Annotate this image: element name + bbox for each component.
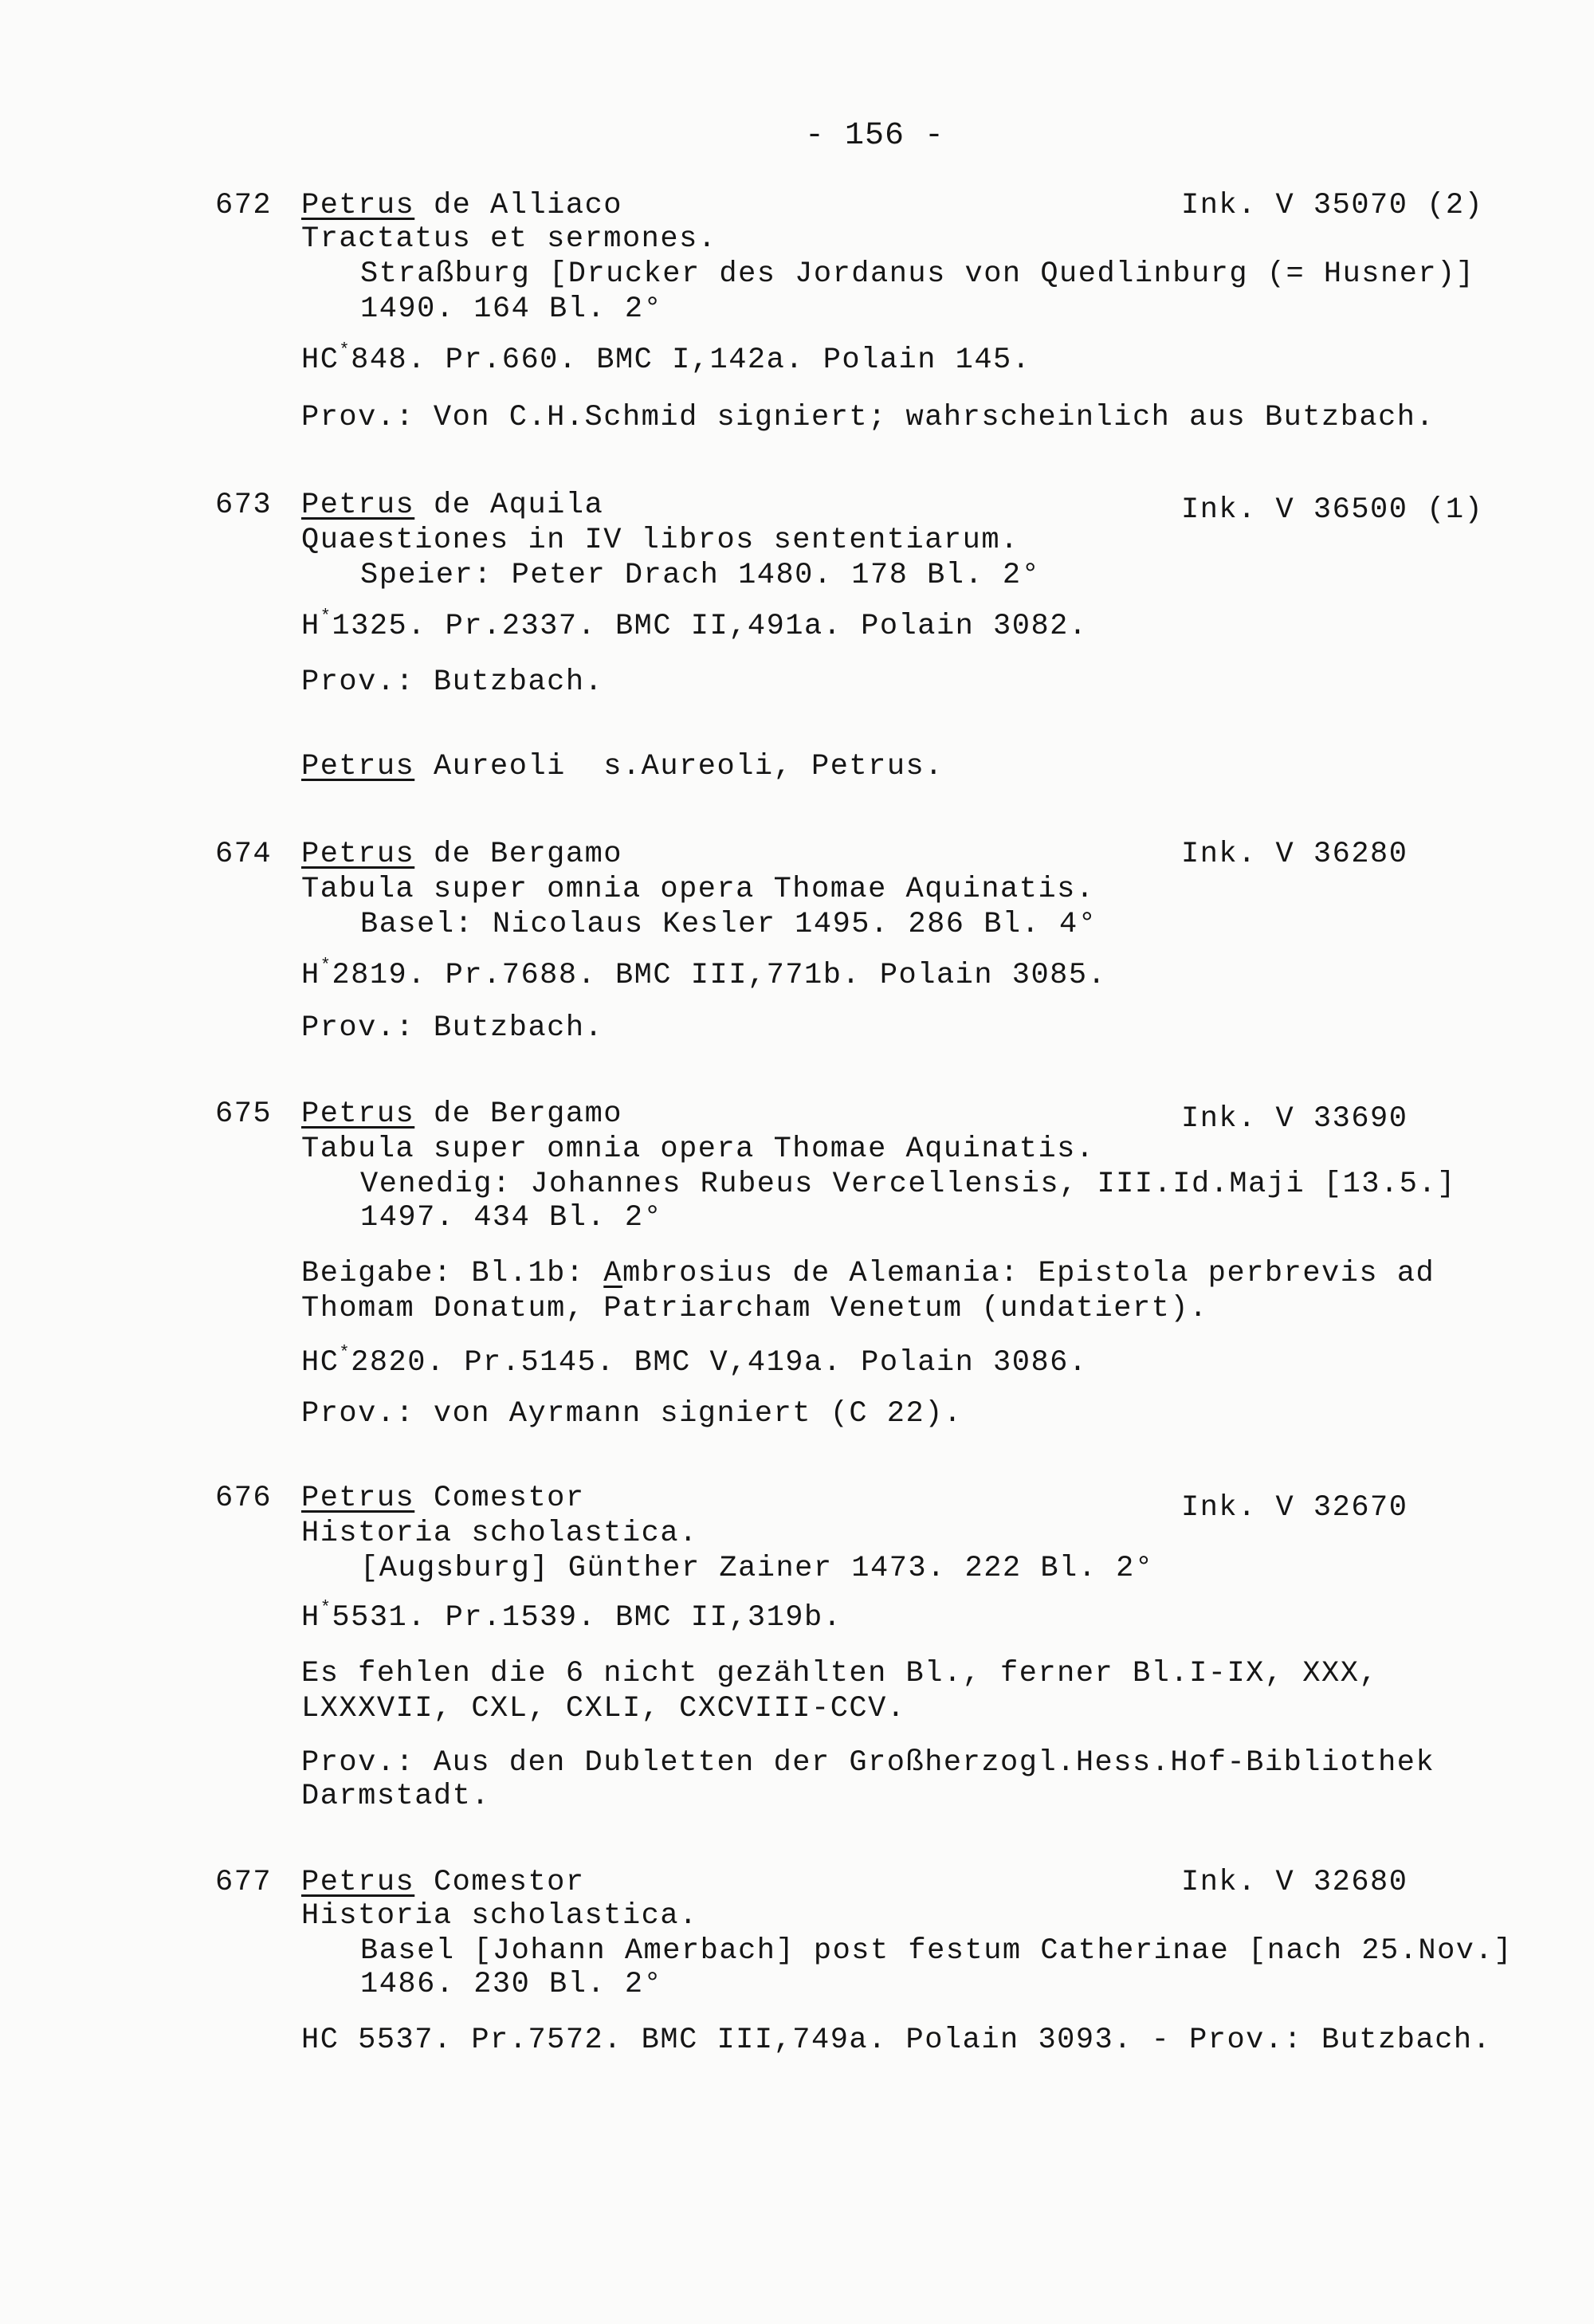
title: Tabula super omnia opera Thomae Aquinatis. — [301, 873, 1095, 906]
entry-heading: Petrus de Bergamo — [301, 838, 622, 871]
title: Quaestiones in IV libros sententiarum. — [301, 524, 1019, 557]
shelfmark: Ink. V 35070 (2) — [1181, 189, 1484, 222]
provenance: Prov.: Butzbach. — [301, 1011, 604, 1045]
provenance-line-2: Darmstadt. — [301, 1780, 491, 1813]
title: Tabula super omnia opera Thomae Aquinatis. — [301, 1133, 1095, 1166]
provenance: Prov.: Butzbach. — [301, 665, 604, 699]
beigabe-line-2: Thomam Donatum, Patriarcham Venetum (undatiert). — [301, 1292, 1208, 1325]
entry-heading — [301, 188, 622, 223]
entry-number: 673 — [215, 489, 273, 522]
shelfmark: Ink. V 32680 — [1181, 1866, 1408, 1899]
entry-number: 672 — [215, 189, 273, 222]
beigabe-line-1: Beigabe: Bl.1b: Ambrosius de Alemania: Epistola perbrevis ad — [301, 1257, 1435, 1290]
shelfmark: Ink. V 36280 — [1181, 838, 1408, 871]
imprint-line-2: 1486. 230 Bl. 2° — [360, 1968, 663, 2001]
imprint-line-1: Straßburg [Drucker des Jordanus von Quedlinburg (= Husner)] — [360, 257, 1475, 291]
references: H*1325. Pr.2337. BMC II,491a. Polain 3082. — [301, 607, 1088, 643]
references: HC*848. Pr.660. BMC I,142a. Polain 145. — [301, 340, 1031, 377]
imprint-line-1: Basel [Johann Amerbach] post festum Catherinae [nach 25.Nov.] — [360, 1934, 1513, 1968]
provenance-line-1: Prov.: Aus den Dubletten der Großherzogl.Hess.Hof-Bibliothek — [301, 1746, 1435, 1780]
entry-heading: Petrus de Bergamo — [301, 1097, 622, 1131]
note-line-2: LXXXVII, CXL, CXLI, CXCVIII-CCV. — [301, 1692, 906, 1725]
entry-heading: Petrus Comestor — [301, 1482, 585, 1515]
title: Historia scholastica. — [301, 1517, 698, 1550]
entry-number: 677 — [215, 1866, 273, 1899]
entry-heading: Petrus de Aquila — [301, 489, 604, 522]
imprint-line-1: Basel: Nicolaus Kesler 1495. 286 Bl. 4° — [360, 908, 1097, 941]
imprint-line-1: Venedig: Johannes Rubeus Vercellensis, III.Id.Maji [13.5.] — [360, 1168, 1456, 1201]
imprint-line-2: 1497. 434 Bl. 2° — [360, 1201, 663, 1235]
shelfmark: Ink. V 32670 — [1181, 1491, 1408, 1525]
imprint-line-1: [Augsburg] Günther Zainer 1473. 222 Bl. 2° — [360, 1552, 1154, 1585]
entry-heading: Petrus Comestor — [301, 1866, 585, 1899]
references: H*5531. Pr.1539. BMC II,319b. — [301, 1598, 842, 1635]
entry-number: 676 — [215, 1482, 273, 1515]
imprint-line-1: Speier: Peter Drach 1480. 178 Bl. 2° — [360, 559, 1041, 592]
references: H*2819. Pr.7688. BMC III,771b. Polain 3085. — [301, 956, 1107, 992]
entry-number: 674 — [215, 838, 273, 871]
title: Tractatus et sermones. — [301, 222, 717, 256]
references-and-provenance: HC 5537. Pr.7572. BMC III,749a. Polain 3093. - Prov.: Butzbach. — [301, 2024, 1492, 2057]
references: HC*2820. Pr.5145. BMC V,419a. Polain 3086. — [301, 1343, 1088, 1380]
provenance: Prov.: von Ayrmann signiert (C 22). — [301, 1397, 963, 1431]
note-line-1: Es fehlen die 6 nicht gezählten Bl., ferner Bl.I-IX, XXX, — [301, 1657, 1379, 1690]
shelfmark: Ink. V 36500 (1) — [1181, 493, 1484, 527]
imprint-line-2: 1490. 164 Bl. 2° — [360, 292, 663, 326]
shelfmark: Ink. V 33690 — [1181, 1102, 1408, 1136]
entry-number: 675 — [215, 1097, 273, 1131]
title: Historia scholastica. — [301, 1899, 698, 1933]
author-firstname: Petrus — [301, 189, 415, 222]
author-rest: de Alliaco — [414, 189, 622, 222]
provenance: Prov.: Von C.H.Schmid signiert; wahrscheinlich aus Butzbach. — [301, 401, 1435, 434]
page-number: - 156 - — [805, 118, 945, 154]
